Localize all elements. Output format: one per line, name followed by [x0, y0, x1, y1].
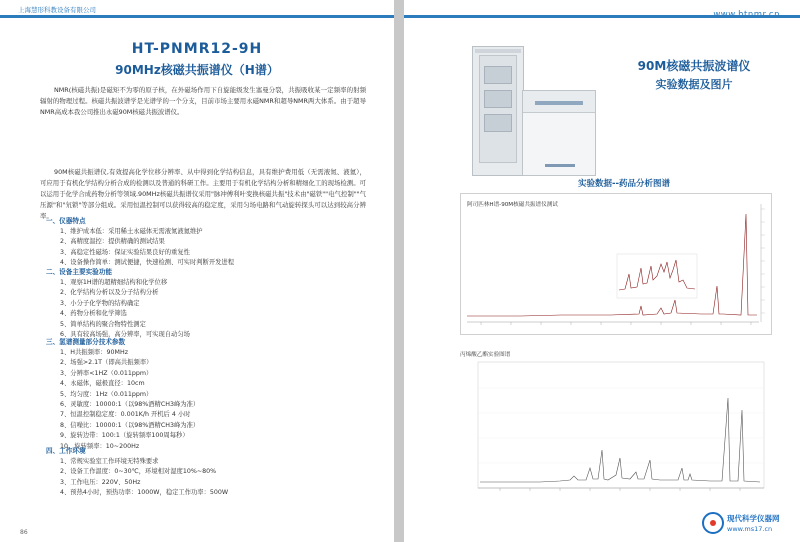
- right-subtitle: 实验数据及图片: [655, 78, 733, 91]
- list-item: 5、均匀度：1Hz（0.011ppm）: [60, 390, 153, 398]
- intro-paragraph-1: NMR(核磁共振)是磁矩不为零的原子核，在外磁场作用下自旋能级发生塞曼分裂，共振吸收某一定频率的射频辐射的物理过程。核磁共振波谱学是光谱学的一个分支，目前市场主要用永磁NMR和超导NMR两大体系。由于超导NMR高成本我公司推出永磁90M核磁共振波谱仪。: [40, 86, 366, 116]
- spectrum-label: 丙烯酸乙酯实验图谱: [460, 352, 511, 358]
- page-number: 86: [20, 529, 28, 536]
- section-functions: [46, 267, 366, 340]
- right-page: [404, 0, 800, 542]
- list-item: 1、维护成本低：采用稀土永磁体无需液氮液氦维护: [60, 228, 203, 235]
- list-item: 6、灵敏度：10000:1（以98%酒精CH3峰为准）: [60, 401, 200, 409]
- list-item: 1、观察1H谱的超精细结构和化学位移: [60, 279, 168, 286]
- section-title: 四、工作环境: [46, 447, 86, 455]
- ethyl-acrylate-spectrum: [460, 350, 772, 500]
- list-item: 8、信噪比：10000:1（以98%酒精CH3峰为准）: [60, 421, 200, 429]
- spectrum-label: 阿司匹林H谱-90M核磁共振谱仪测试: [467, 202, 558, 208]
- list-item: 1、H共振频率：90MHz: [60, 349, 129, 356]
- aspirin-spectrum-plot: [461, 194, 773, 336]
- spectra-section-title: 实验数据--药品分析图谱: [577, 179, 671, 189]
- list-item: 4、永磁体，磁极直径：10cm: [60, 380, 145, 388]
- list-item: 4、设备操作简单：测试便捷，快速检测、可实时判断开发进程: [60, 259, 235, 267]
- list-item: 4、药物分析和化学筛选: [60, 310, 127, 318]
- watermark-logo: [702, 508, 798, 538]
- header-bar: [0, 15, 394, 18]
- product-model-title: HT-PNMR12-9H: [131, 41, 263, 57]
- instrument-cabinet-image: [472, 46, 524, 176]
- right-header: [404, 0, 800, 26]
- section-title: 三、氢谱测量部分技术参数: [46, 338, 126, 346]
- list-item: 1、常规实验室工作环境无特殊要求: [60, 458, 159, 465]
- list-item: 3、小分子化学物的结构确定: [60, 299, 140, 307]
- list-item: 2、化学结构分析以及分子结构分析: [60, 289, 159, 297]
- page-gutter: [394, 0, 404, 542]
- list-item: 10、旋转频率：10~200Hz: [60, 442, 140, 450]
- intro-paragraph-2: 90M核磁共振谱仪,有效提高化学位移分辨率、从中得到化学结构信息，具有维护费用低（无需液氮、液氦），可应用于有机化学结构分析合成的检测以及普通的科研工作。主要用于有机化学结构分析和精细化工的现场检测。可以运用于化学合成药物分析等领域.90MHz核磁共振谱仪采用"脉冲傅利叶变换核磁共振"技术由"磁铁""电气控制""气压源"和"氘锁"等部分组成。采用恒温控制可以获得较高的稳定度，采用匀场电路和气动旋转探头可以达到较高分辨率。: [40, 168, 366, 220]
- ethyl-acrylate-spectrum-plot: [460, 350, 772, 500]
- instrument-console-image: [522, 90, 596, 176]
- list-item: 7、恒温控制稳定度：0.001K/h 开机后 4 小时: [60, 411, 191, 419]
- right-title: 90M核磁共振波谱仪: [637, 59, 751, 73]
- header-bar: [404, 15, 800, 18]
- product-subtitle: 90MHz核磁共振谱仪（H谱）: [115, 63, 279, 77]
- list-item: 5、简单结构的聚合物特性测定: [60, 320, 146, 328]
- watermark-icon: [702, 512, 724, 534]
- left-header: [0, 0, 394, 26]
- aspirin-spectrum: [460, 193, 772, 335]
- list-item: 2、高精度温控：提供精确的测试结果: [60, 238, 165, 246]
- company-name: 上海慧形科教设备有限公司: [18, 6, 96, 14]
- left-page: [0, 0, 394, 542]
- section-parameters: [46, 337, 366, 452]
- list-item: 9、旋转边带：100:1（旋转频率100周每秒）: [60, 432, 189, 440]
- list-item: 6、具有较高场强，高分辨率，可实现自动匀场: [60, 331, 190, 339]
- list-item: 4、预热4小时，预热功率：1000W，稳定工作功率：500W: [60, 489, 229, 497]
- section-environment: [46, 446, 366, 499]
- list-item: 3、工作电压：220V、50Hz: [60, 478, 141, 486]
- list-item: 2、设备工作温度：0~30℃，环境相对湿度10%~80%: [60, 468, 217, 476]
- list-item: 3、高稳定性磁场：保证实验结果良好的重复性: [60, 248, 190, 256]
- section-features: [46, 216, 366, 269]
- list-item: 2、场强>2.1T（即高共振频率）: [60, 359, 153, 367]
- watermark-name: 现代科学仪器网: [727, 514, 780, 523]
- list-item: 3、分辨率<1HZ（0.011ppm）: [60, 369, 153, 377]
- section-title: 一、仪器特点: [46, 217, 86, 225]
- watermark-url: www.ms17.cn: [727, 525, 773, 533]
- section-title: 二、设备主要实验功能: [46, 268, 112, 276]
